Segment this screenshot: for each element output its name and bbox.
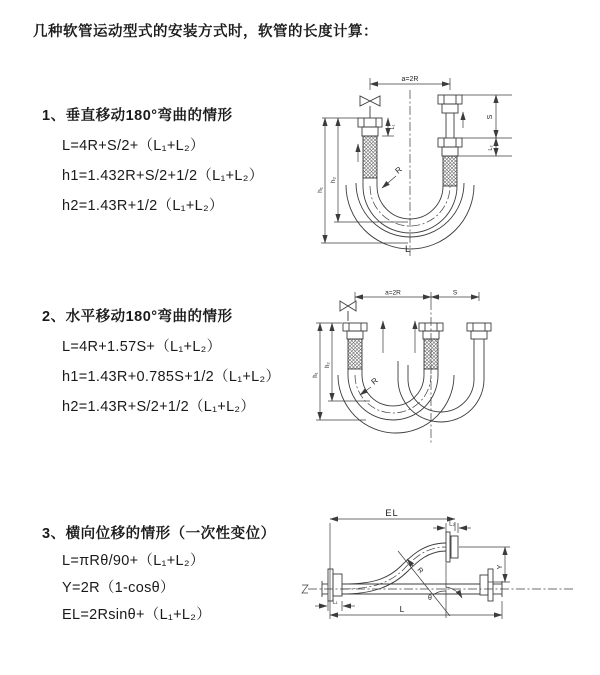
braided-hose-section (443, 156, 457, 186)
dim-label-theta: θ (428, 595, 432, 602)
page-title: 几种软管运动型式的安装方式时，软管的长度计算： (33, 24, 378, 40)
formula-h2: h2=1.43R+S/2+1/2（L₁+L₂） (62, 399, 256, 415)
break-mark (302, 585, 308, 593)
formula-el: EL=2Rsinθ+（L₁+L₂） (62, 607, 212, 623)
dim-a2r (370, 76, 450, 90)
braided-hose-section (363, 136, 377, 178)
diagram-vertical-180-bend (312, 70, 592, 266)
u-bend-hose (338, 361, 484, 433)
dim-heights (317, 118, 408, 243)
hose-end-middle (419, 323, 443, 375)
section-lateral-displacement (42, 521, 276, 629)
dim-label-a2r: a=2R (385, 289, 401, 297)
dim-label-l2: L₂ (449, 521, 455, 528)
dim-label-l1: L₁ (390, 124, 396, 130)
flange-left (322, 569, 342, 601)
formula-l: L=4R+1.57S+（L₁+L₂） (62, 339, 222, 355)
dim-label-l1: L₁ (332, 599, 338, 606)
dim-label-s: S (452, 289, 458, 297)
dim-length (330, 601, 502, 619)
dim-el (330, 508, 455, 619)
curved-hose (342, 543, 446, 594)
section-1-heading: 1、垂直移动180°弯曲的情形 (42, 108, 233, 124)
dim-a2r-s (355, 290, 479, 302)
angle-construction (398, 551, 462, 618)
dim-l2 (433, 522, 471, 534)
hose-end-left (358, 118, 382, 186)
dim-label-h1: h₁ (317, 187, 324, 193)
dim-label-a2r: a=2R (401, 76, 419, 83)
formula-h1: h1=1.432R+S/2+1/2（L₁+L₂） (62, 168, 264, 184)
flange-right (480, 569, 502, 601)
radius-leader (360, 387, 371, 395)
dim-label-radius: R (393, 164, 404, 176)
dim-label-radius: R (415, 566, 425, 576)
dim-label-s: S (487, 114, 494, 120)
dim-label-length: L (399, 604, 405, 614)
formula-l: L=πRθ/90+（L₁+L₂） (62, 553, 205, 569)
valve-icon (360, 96, 380, 118)
section-2-heading: 2、水平移动180°弯曲的情形 (42, 309, 233, 325)
formula-l: L=4R+S/2+（L₁+L₂） (62, 138, 205, 154)
section-vertical-bend (42, 101, 264, 221)
flange-upper (446, 532, 458, 562)
diagram-horizontal-180-bend (308, 283, 598, 473)
dim-label-el: EL (385, 508, 399, 519)
hose-end-right (438, 95, 462, 186)
dim-label-l2: L₂ (488, 145, 494, 151)
dim-y (459, 547, 510, 582)
dim-label-y: Y (497, 564, 504, 570)
formula-h2: h2=1.43R+1/2（L₁+L₂） (62, 198, 224, 214)
dim-label-h2: h₂ (330, 176, 337, 184)
hose-end-left (343, 323, 367, 375)
braided-hose-section (424, 339, 438, 369)
braided-hose-section (348, 339, 362, 369)
dim-l1 (382, 118, 396, 136)
section-horizontal-bend (42, 302, 280, 422)
dim-heights (313, 323, 370, 420)
valve-icon (340, 301, 356, 321)
dim-l1 (315, 600, 355, 612)
dim-label-h2: h₂ (325, 362, 331, 368)
dim-label-radius: R (369, 375, 380, 387)
dim-label-length: L (405, 244, 411, 255)
dim-stroke-s (458, 95, 512, 156)
formula-y: Y=2R（1-cosθ） (62, 580, 175, 596)
section-3-heading: 3、横向位移的情形（一次性变位） (42, 526, 276, 542)
formula-h1: h1=1.43R+0.785S+1/2（L₁+L₂） (62, 369, 281, 385)
radius-leader (382, 176, 396, 188)
hose-end-right-moved (467, 323, 491, 379)
dim-label-h1: h₁ (313, 372, 319, 378)
diagram-lateral-displacement (298, 503, 598, 658)
